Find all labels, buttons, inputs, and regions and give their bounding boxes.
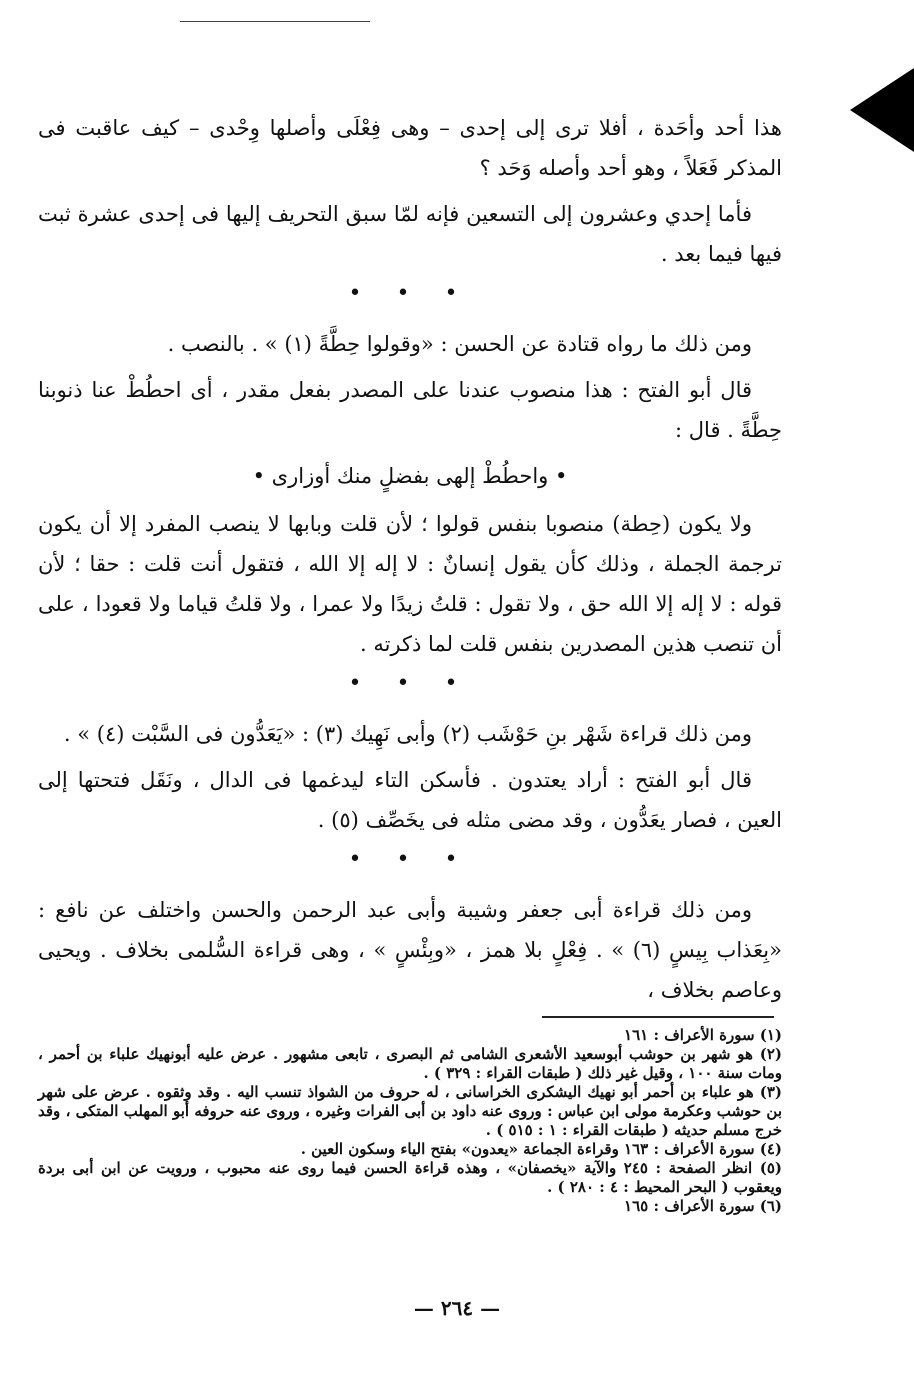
paragraph: فأما إحدي وعشرون إلى التسعين فإنه لمّا سبق التحريف إليها فى إحدى عشرة ثبت فيها فيما بعد . (38, 202, 782, 266)
page-number: — ٢٦٤ — (413, 1296, 501, 1320)
paragraph: هذا أحد وأحَدة ، أفلا ترى إلى إحدى – وهى فِعْلَى وأصلها وِحْدى – كيف عاقبت فى المذكر فَعَلاً ، وهو أحد وأصله وَحَد ؟ (38, 116, 782, 180)
top-rule (180, 21, 370, 22)
section-separator: • • • (348, 671, 472, 696)
section-separator: • • • (348, 847, 472, 872)
footnote: (٦) سورة الأعراف : ١٦٥ (624, 1197, 782, 1215)
footnote: (١) سورة الأعراف : ١٦١ (624, 1026, 782, 1044)
paragraph: قال أبو الفتح : أراد يعتدون . فأسكن التاء ليدغمها فى الدال ، ونَقَل فتحتها إلى العين ، فصار يعَدُّون ، وقد مضى مثله فى يخَصِّف (٥) . (38, 768, 782, 832)
footnote: (٤) سورة الأعراف : ١٦٣ وقراءة الجماعة «يعدون» بفتح الياء وسكون العين . (300, 1140, 782, 1158)
footnote-rule (542, 1016, 774, 1018)
paragraph: ومن ذلك قراءة شَهْر بنِ حَوْشَب (٢) وأبى نَهِيك (٣) : «يَعَدُّون فى السَّبْت (٤) » . (63, 722, 752, 746)
paragraph: ومن ذلك قراءة أبى جعفر وشيبة وأبى عبد الرحمن والحسن واختلف عن نافع : «بِعَذاب بِيسٍ (٦) » . فِعْلٍ بلا همز ، «وبِئْسٍ » ، وهى قراءة السُّلمى بخلاف . ويحيى وعاصم بخلاف ، (38, 898, 782, 1002)
footnotes (38, 1026, 782, 1216)
main-text (38, 108, 782, 1016)
paragraph: ومن ذلك ما رواه قتادة عن الحسن : «وقولوا حِطَّةً (١) » . بالنصب . (167, 332, 752, 356)
footnote: (٢) هو شهر بن حوشب أبوسعيد الأشعرى الشامى ثم البصرى ، تابعى مشهور . عرض عليه أبونهيك علباء بن أحمر ، ومات سنة ١٠٠ ، وقيل غير ذلك ( طبقات القراء : ٣٢٩ ) . (38, 1045, 782, 1082)
footnote: (٣) هو علباء بن أحمر أبو نهيك اليشكرى الخراسانى ، له حروف من الشواذ تنسب اليه . وقد وثقوه . عرض على شهر بن حوشب وعكرمة مولى ابن عباس : وروى عنه داود بن أبى الفرات وغيره ، وروى عنه حروفه أبو المهلب المتكى ، وقد خرج مسلم حديثه ( طبقات القراء : ١ : ٥١٥ ) . (38, 1083, 782, 1139)
section-separator: • • • (348, 281, 472, 306)
corner-triangle-mark (850, 68, 914, 152)
paragraph: قال أبو الفتح : هذا منصوب عندنا على المصدر بفعل مقدر ، أى احطُطْ عنا ذنوبنا حِطَّةً . قال : (38, 378, 782, 442)
verse-line: • واحطُطْ إلهى بفضلٍ منك أوزارى • (252, 464, 568, 488)
footnote: (٥) انظر الصفحة : ٢٤٥ والآية «يخصفان» ، وهذه قراءة الحسن فيما روى عنه محبوب ، ورويت عن ابن أبى بردة ويعقوب ( البحر المحيط : ٤ : ٢٨٠ ) . (38, 1159, 782, 1196)
paragraph: ولا يكون (حِطة) منصوبا بنفس قولوا ؛ لأن قلت وبابها لا ينصب المفرد إلا أن يكون ترجمة الجملة ، وذلك كأن يقول إنسانٌ : لا إله إلا الله ، فتقول أنت قلت : حقا ؛ لأن قوله : لا إله إلا الله حق ، ولا تقول : قلتُ زيدًا ولا عمرا ، ولا قلتُ قياما ولا قعودا ، على أن تنصب هذين المصدرين بنفس قلت لما ذكرته . (38, 512, 782, 656)
